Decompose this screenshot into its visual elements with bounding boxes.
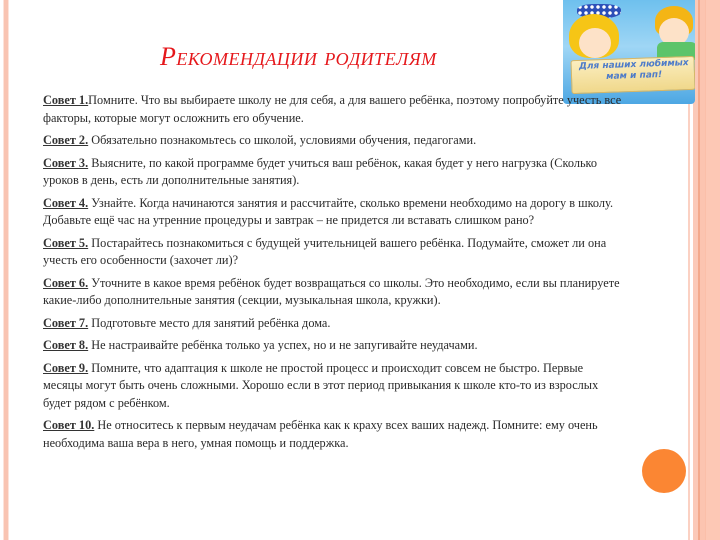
orange-circle-decoration bbox=[642, 449, 686, 493]
advice-item-10 bbox=[43, 417, 623, 452]
advice-text: Постарайтесь познакомиться с будущей учительницей вашего ребёнка. Подумайте, сможет ли она учесть его особенности (захочет ли)? bbox=[43, 235, 607, 267]
advice-label: Совет 5. bbox=[43, 235, 89, 250]
children-banner-image bbox=[563, 0, 695, 104]
advice-label: Совет 8. bbox=[43, 338, 89, 352]
advice-label: Совет 7. bbox=[43, 315, 89, 330]
advice-item-1 bbox=[43, 92, 623, 127]
slide-title: Рекомендации родителям bbox=[160, 42, 437, 71]
advice-item-9 bbox=[43, 360, 623, 413]
advice-item-3 bbox=[43, 155, 623, 190]
advice-text: Помните. Что вы выбираете школу не для себя, а для вашего ребёнка, поэтому попробуйте учесть все факторы, которые могут осложнить его обучение. bbox=[43, 93, 622, 125]
advice-label: Совет 10. bbox=[43, 418, 95, 432]
advice-item-2 bbox=[43, 132, 623, 150]
advice-text: Не настраивайте ребёнка только уа успех, но и не запугивайте неудачами. bbox=[88, 338, 478, 352]
banner-caption bbox=[575, 58, 694, 84]
advice-text: Обязательно познакомьтесь со школой, условиями обучения, педагогами. bbox=[88, 133, 477, 147]
advice-label: Совет 3. bbox=[43, 155, 89, 170]
advice-item-8 bbox=[43, 337, 623, 355]
advice-item-7 bbox=[43, 315, 623, 333]
advice-label: Совет 6. bbox=[43, 275, 89, 290]
advice-text: Не относитесь к первым неудачам ребёнка как к краху всех ваших надежд. Помните: ему очень необходима ваша вера в него, умная помощь и поддержка. bbox=[43, 418, 598, 450]
banner-caption-line2: мам и пап! bbox=[606, 70, 663, 82]
advice-text: Выясните, по какой программе будет учиться ваш ребёнок, какая будет у него нагрузка (Сколько уроков в день, есть ли дополнительные занятия). bbox=[43, 155, 598, 187]
girl-face-icon bbox=[579, 28, 611, 58]
left-decorative-stripe-edge-inner bbox=[8, 0, 9, 540]
advice-list bbox=[43, 92, 623, 457]
advice-text: Уточните в какое время ребёнок будет возвращаться со школы. Это необходимо, если вы планируете какие-либо дополнительные занятия (секции, музыкальная школа, кружки). bbox=[43, 275, 620, 307]
advice-label: Совет 2. bbox=[43, 133, 89, 147]
advice-label: Совет 1. bbox=[43, 93, 89, 107]
banner-caption-line1: Для наших любимых bbox=[578, 58, 689, 72]
advice-label: Совет 4. bbox=[43, 195, 89, 210]
advice-text: Узнайте. Когда начинаются занятия и рассчитайте, сколько времени необходимо на дорогу в школу. Добавьте ещё час на утренние процедуры и завтрак – не придется ли вставать слишком рано? bbox=[43, 195, 614, 227]
advice-item-6 bbox=[43, 275, 623, 310]
advice-item-5 bbox=[43, 235, 623, 270]
advice-item-4 bbox=[43, 195, 623, 230]
advice-text: Помните, что адаптация к школе не простой процесс и происходит совсем не быстро. Первые месяцы могут быть очень сложными. Хорошо если в этот период привыкания к школе кто-то из взрослых будет рядом с ребёнком. bbox=[43, 360, 599, 410]
advice-label: Совет 9. bbox=[43, 360, 89, 375]
advice-text: Подготовьте место для занятий ребёнка дома. bbox=[88, 315, 331, 330]
